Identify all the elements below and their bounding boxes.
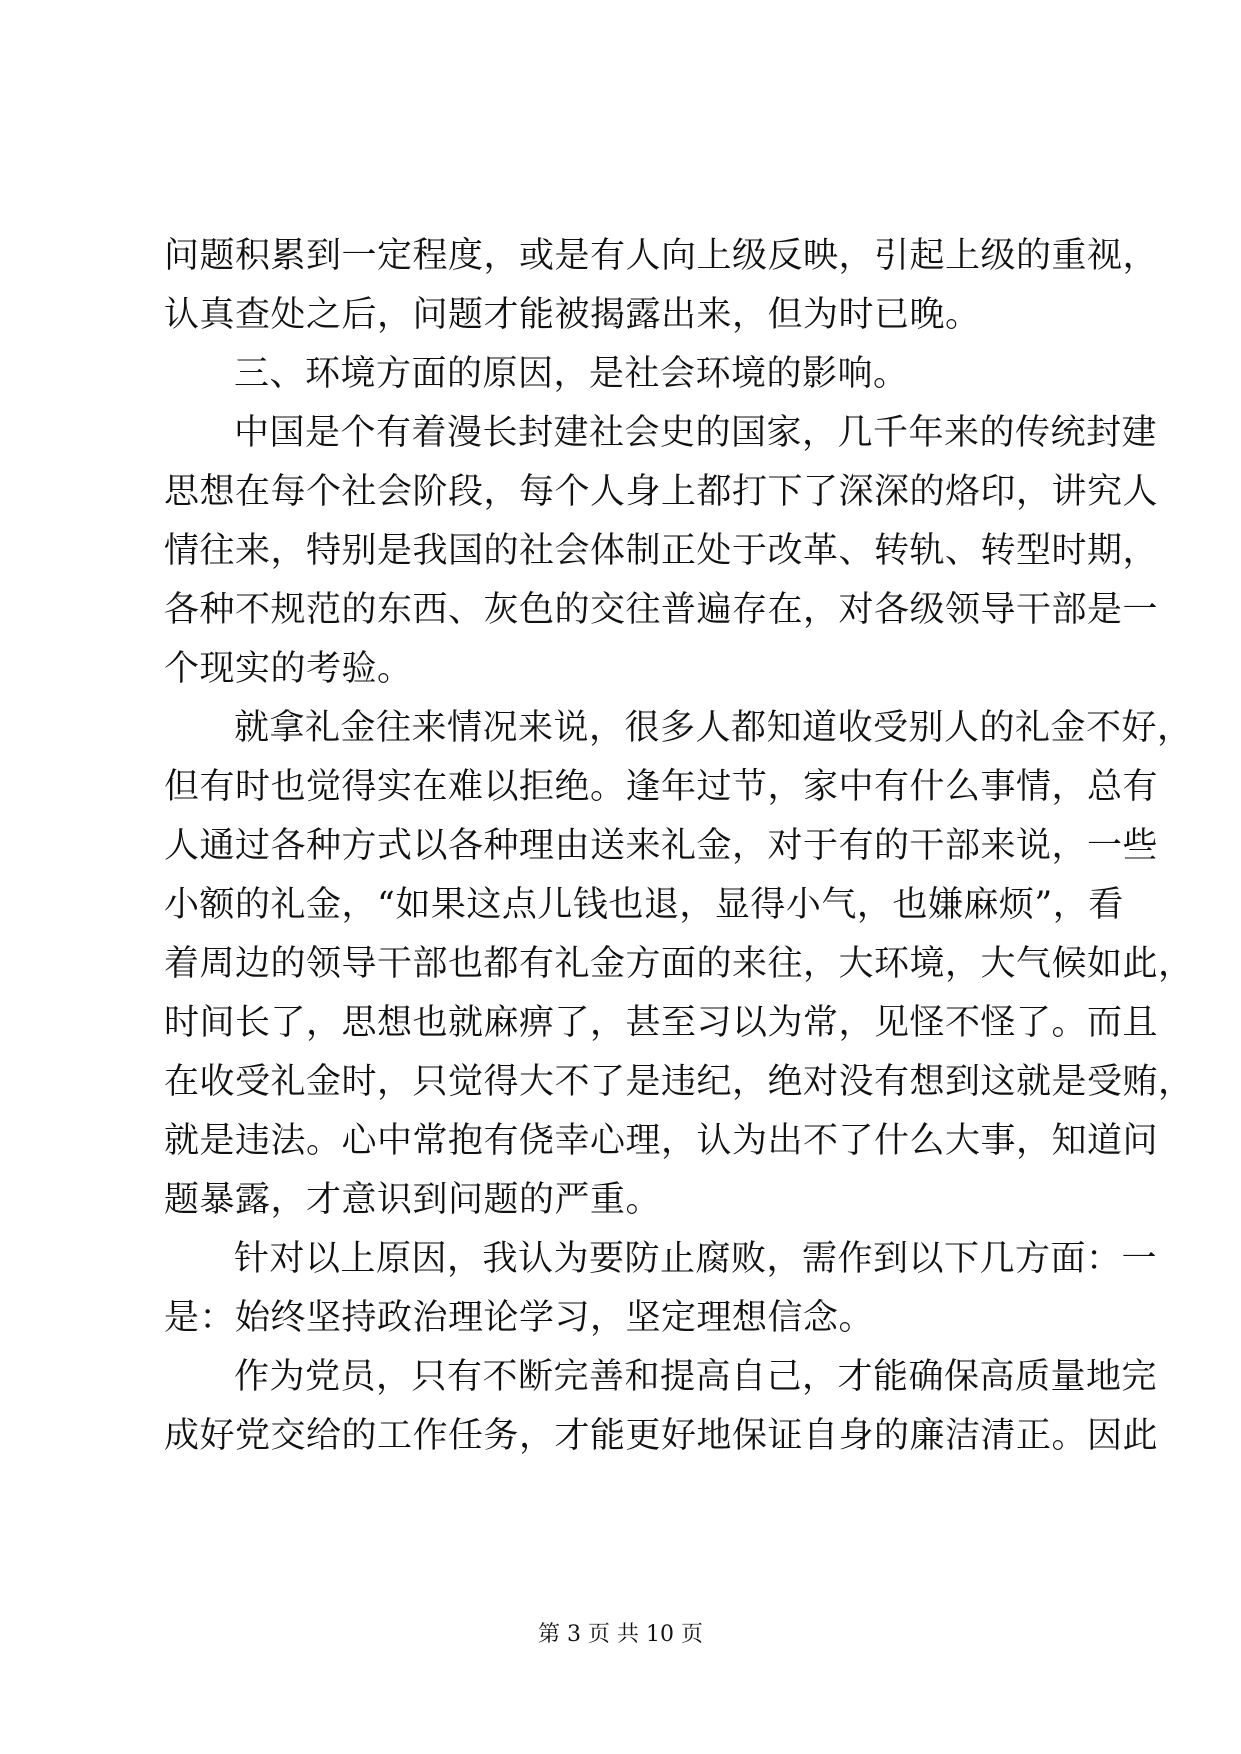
text-line: 小额的礼金，“如果这点儿钱也退，显得小气，也嫌麻烦”，看 [164, 885, 1124, 925]
text-line: 情往来，特别是我国的社会体制正处于改革、转轨、转型时期， [164, 531, 1159, 571]
page-number-footer: 第 3 页 共 10 页 [538, 1622, 703, 1647]
text-line: 成好党交给的工作任务，才能更好地保证自身的廉洁清正。因此 [164, 1416, 1159, 1456]
text-line: 作为党员，只有不断完善和提高自己，才能确保高质量地完 [234, 1357, 1158, 1397]
text-line: 人通过各种方式以各种理由送来礼金，对于有的干部来说，一些 [164, 826, 1159, 866]
text-line: 是：始终坚持政治理论学习，坚定理想信念。 [164, 1298, 875, 1338]
text-line: 各种不规范的东西、灰色的交往普遍存在，对各级领导干部是一 [164, 590, 1159, 630]
text-line: 时间长了，思想也就麻痹了，甚至习以为常，见怪不怪了。而且 [164, 1003, 1159, 1043]
text-line: 就是违法。心中常抱有侥幸心理，认为出不了什么大事，知道问 [164, 1121, 1159, 1161]
text-line: 但有时也觉得实在难以拒绝。逢年过节，家中有什么事情，总有 [164, 767, 1159, 807]
text-line: 问题积累到一定程度，或是有人向上级反映，引起上级的重视， [164, 236, 1159, 276]
text-line: 思想在每个社会阶段，每个人身上都打下了深深的烙印，讲究人 [164, 472, 1159, 512]
text-line: 题暴露，才意识到问题的严重。 [164, 1180, 662, 1220]
section-heading: 三、环境方面的原因，是社会环境的影响。 [234, 354, 909, 394]
text-line: 着周边的领导干部也都有礼金方面的来往，大环境，大气候如此， [164, 944, 1194, 984]
text-line: 个现实的考验。 [164, 649, 413, 689]
text-line: 中国是个有着漫长封建社会史的国家，几千年来的传统封建 [234, 413, 1158, 453]
text-line: 认真查处之后，问题才能被揭露出来，但为时已晚。 [164, 295, 981, 335]
text-line: 在收受礼金时，只觉得大不了是违纪，绝对没有想到这就是受贿， [164, 1062, 1194, 1102]
text-line: 针对以上原因，我认为要防止腐败，需作到以下几方面：一 [234, 1239, 1158, 1279]
text-line: 就拿礼金往来情况来说，很多人都知道收受别人的礼金不好， [234, 708, 1193, 748]
